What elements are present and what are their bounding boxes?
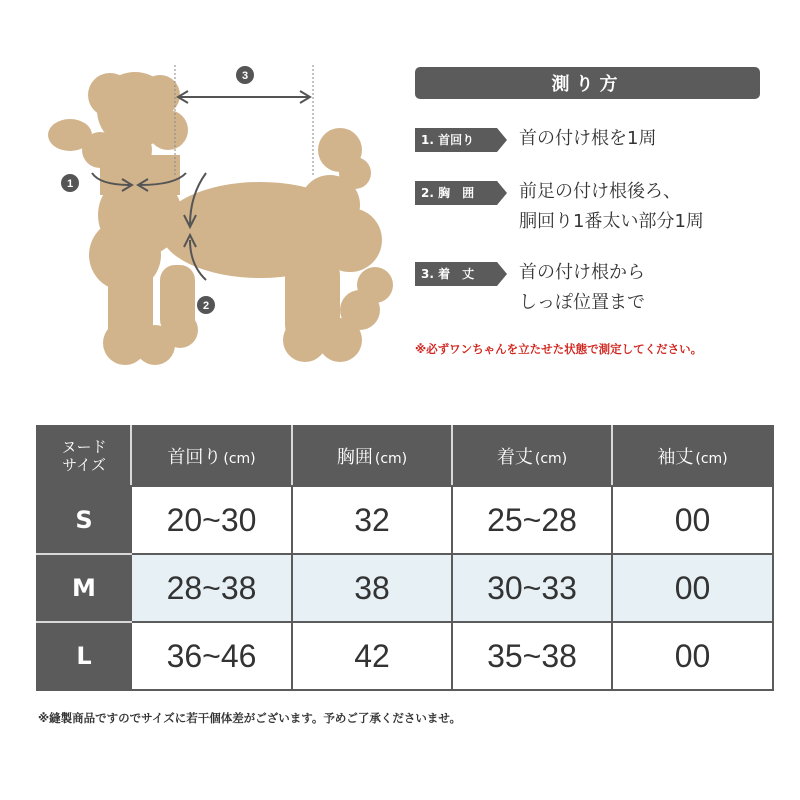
caution-note: ※必ずワンちゃんを立たせた状態で測定してください。 (415, 342, 703, 356)
table-cell: 20~30 (131, 486, 292, 554)
table-cell: 00 (612, 622, 773, 690)
table-cell: 42 (292, 622, 452, 690)
dog-measurement-diagram (30, 55, 410, 375)
table-cell: 00 (612, 486, 773, 554)
step-text-line: 首の付け根から (519, 262, 645, 283)
table-cell: 36~46 (131, 622, 292, 690)
step-text-chest (519, 177, 704, 237)
header-size-line: ヌード (61, 438, 107, 456)
table-cell: 30~33 (452, 554, 612, 622)
row-size-label: M (37, 554, 131, 622)
step-label-chest: 2. 胸 囲 (415, 181, 497, 205)
step-chest (415, 181, 704, 237)
svg-text:3: 3 (241, 70, 249, 82)
svg-text:1: 1 (66, 178, 74, 190)
size-table (36, 425, 774, 691)
step-text-line: 胴回り1番太い部分1周 (519, 211, 704, 232)
row-size-label: S (37, 486, 131, 554)
step-text-line: 首の付け根を1周 (519, 128, 657, 149)
header-chest: 胸囲 (cm) (292, 426, 452, 486)
marker-2 (197, 296, 215, 314)
header-size-line: サイズ (62, 456, 106, 474)
guide-title: 測り方 (415, 67, 760, 99)
step-text-neck (519, 124, 656, 154)
table-header-row (37, 426, 773, 486)
marker-3 (236, 66, 254, 84)
step-neck (415, 128, 656, 154)
footnote: ※縫製商品ですのでサイズに若干個体差がございます。予めご了承くださいませ。 (38, 711, 461, 725)
header-sleeve: 袖丈 (cm) (612, 426, 773, 486)
table-row (37, 622, 773, 690)
table-cell: 00 (612, 554, 773, 622)
table-cell: 32 (292, 486, 452, 554)
table-row (37, 554, 773, 622)
step-text-line: 前足の付け根後ろ、 (519, 181, 681, 202)
table-cell: 38 (292, 554, 452, 622)
row-size-label: L (37, 622, 131, 690)
step-text-line: しっぽ位置まで (519, 292, 645, 313)
header-length: 着丈 (cm) (452, 426, 612, 486)
table-cell: 25~28 (452, 486, 612, 554)
step-label-length: 3. 着 丈 (415, 262, 497, 286)
svg-text:2: 2 (202, 300, 210, 312)
header-size (37, 426, 131, 486)
step-text-length (519, 258, 645, 318)
header-neck: 首回り (cm) (131, 426, 292, 486)
table-cell: 35~38 (452, 622, 612, 690)
measuring-guide (415, 67, 760, 356)
table-cell: 28~38 (131, 554, 292, 622)
step-label-neck: 1. 首回り (415, 128, 497, 152)
table-row (37, 486, 773, 554)
dog-silhouette (30, 55, 410, 375)
step-length (415, 262, 645, 318)
marker-1 (61, 174, 79, 192)
